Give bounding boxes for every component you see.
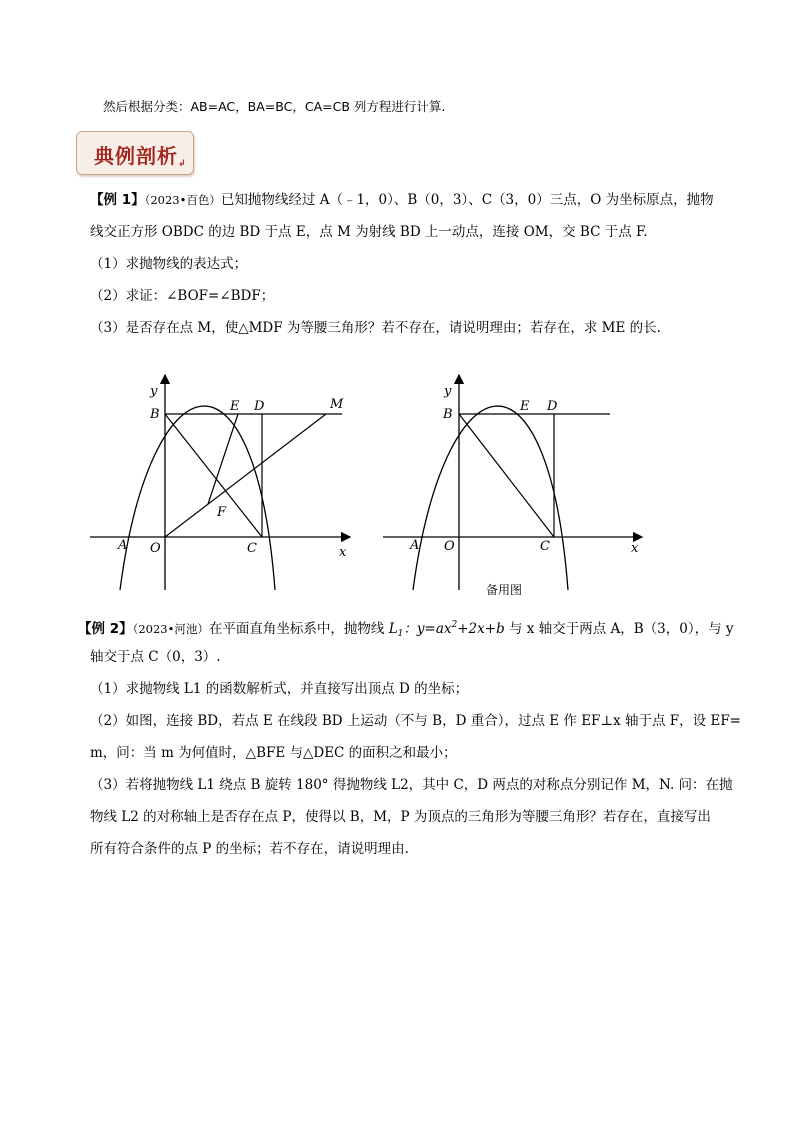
ex2-question-2a: （2）如图，连接 BD，若点 E 在线段 BD 上运动（不与 B，D 重合），过点 E 作 EF⊥x 轴于点 F，设 EF=: [90, 713, 741, 729]
fig1-label-D: D: [254, 399, 265, 414]
ex2-question-3a: （3）若将抛物线 L1 绕点 B 旋转 180° 得抛物线 L2，其中 C，D 两点的对称点分别记作 M，N. 问：在抛: [90, 777, 733, 793]
fig1-label-F: F: [217, 505, 227, 520]
section-title: 典例剖析↲: [94, 144, 187, 169]
fig2-label-B: B: [443, 407, 453, 422]
fig1-label-C: C: [247, 541, 257, 556]
fig1-label-E: E: [230, 399, 240, 414]
fig1-label-y: y: [150, 384, 158, 399]
fig1-label-x: x: [339, 545, 347, 560]
fig2-label-O: O: [444, 539, 455, 554]
ex2-question-1: （1）求抛物线 L1 的函数解析式，并直接写出顶点 D 的坐标；: [90, 681, 469, 697]
figure-2-caption: 备用图: [486, 583, 523, 597]
ex2-line-2: 轴交于点 C（0，3）.: [90, 649, 221, 665]
figure-2: [378, 370, 648, 595]
intro-text: 然后根据分类：AB=AC，BA=BC，CA=CB 列方程进行计算.: [103, 99, 446, 114]
ex1-question-2: （2）求证：∠BOF=∠BDF；: [90, 288, 275, 304]
ex1-line-2: 线交正方形 OBDC 的边 BD 于点 E，点 M 为射线 BD 上一动点，连接 OM，交 BC 于点 F.: [90, 224, 648, 240]
section-badge: [76, 131, 194, 175]
ex2-formula: $L_1$：$y=ax^2+2x+b$: [388, 620, 505, 639]
fig1-label-M: M: [330, 397, 344, 412]
figure-1: [85, 370, 370, 595]
fig2-label-y: y: [444, 384, 452, 399]
ex2-line-1: 【例 2】（2023•河池）在平面直角坐标系中，抛物线 $L_1$：$y=ax^2+2x+b$ 与 x 轴交于两点 A，B（3，0），与 y: [78, 620, 734, 639]
fig2-label-E: E: [520, 399, 530, 414]
ex1-question-3: （3）是否存在点 M，使△MDF 为等腰三角形？若不存在，请说明理由；若存在，求 ME 的长.: [90, 320, 661, 336]
fig1-label-O: O: [150, 541, 161, 556]
ex2-question-2b: m，问：当 m 为何值时，△BFE 与△DEC 的面积之和最小；: [90, 745, 457, 761]
fig2-label-x: x: [631, 541, 639, 556]
fig2-label-C: C: [540, 539, 550, 554]
fig2-label-D: D: [547, 399, 558, 414]
ex1-question-1: （1）求抛物线的表达式；: [90, 256, 248, 272]
ex2-question-3b: 物线 L2 的对称轴上是否存在点 P，使得以 B，M，P 为顶点的三角形为等腰三角形？若存在，直接写出: [90, 809, 711, 825]
fig2-label-A: A: [410, 538, 420, 553]
fig1-label-B: B: [150, 407, 160, 422]
ex2-question-3c: 所有符合条件的点 P 的坐标；若不存在，请说明理由.: [90, 841, 409, 857]
fig1-label-A: A: [118, 538, 128, 553]
ex1-line-1: 【例 1】（2023•百色）已知抛物线经过 A（﹣1，0）、B（0，3）、C（3，0）三点，O 为坐标原点，抛物: [90, 192, 714, 208]
